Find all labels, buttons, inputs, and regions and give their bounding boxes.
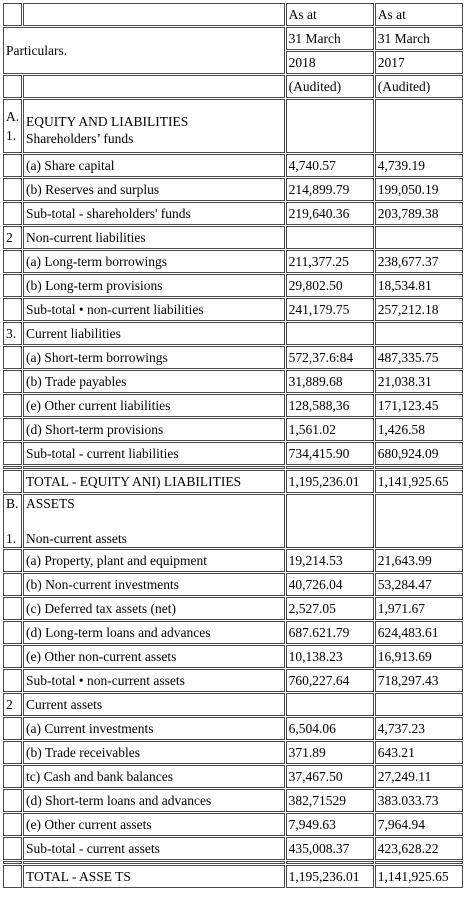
table-row (3, 394, 463, 417)
empty-cell (23, 466, 285, 469)
value-2018: 37,467.50 (286, 765, 374, 788)
table-row (3, 178, 463, 201)
empty-cell (3, 298, 22, 321)
empty-cell (286, 322, 374, 345)
section-b-marker (3, 494, 22, 548)
empty-cell (3, 861, 22, 864)
row-label: Sub-total - current liabilities (23, 442, 285, 465)
empty-cell (3, 346, 22, 369)
row-label: Sub-total - shareholders' funds (23, 202, 285, 225)
value-2018: 734,415.90 (286, 442, 374, 465)
empty-cell (3, 837, 22, 860)
subtotal-row (3, 442, 463, 465)
group-heading-row (3, 226, 463, 249)
balance-sheet-table (2, 2, 464, 889)
value-2017: 257,212.18 (375, 298, 463, 321)
group-number: 2 (3, 693, 22, 716)
value-2017: 18,534.81 (375, 274, 463, 297)
total-row (3, 865, 463, 888)
group-heading-row (3, 693, 463, 716)
value-2017: 1,426.58 (375, 418, 463, 441)
total-label: TOTAL - ASSE TS (23, 865, 285, 888)
value-2017: 624,483.61 (375, 621, 463, 644)
empty-cell (286, 494, 374, 548)
empty-cell (3, 470, 22, 493)
row-label: (a) Property, plant and equipment (23, 549, 285, 572)
table-row (3, 645, 463, 668)
value-2018: 382,71529 (286, 789, 374, 812)
value-2018: 29,802.50 (286, 274, 374, 297)
value-2018: 40,726.04 (286, 573, 374, 596)
section-a-heading (3, 99, 463, 153)
empty-cell (286, 693, 374, 716)
empty-cell (3, 621, 22, 644)
row-label: (a) Long-term borrowings (23, 250, 285, 273)
value-2017: 171,123.45 (375, 394, 463, 417)
empty-cell (3, 202, 22, 225)
table-row (3, 154, 463, 177)
empty-cell (3, 597, 22, 620)
empty-cell (3, 274, 22, 297)
value-2017: 4,737.23 (375, 717, 463, 740)
value-2017: 203,789.38 (375, 202, 463, 225)
value-2018: 7,949.63 (286, 813, 374, 836)
value-2017: 53,284.47 (375, 573, 463, 596)
header-2017-as-at: As at (375, 3, 463, 26)
empty-cell (3, 394, 22, 417)
value-2018: 31,889.68 (286, 370, 374, 393)
value-2017: 199,050.19 (375, 178, 463, 201)
value-2018: 6,504.06 (286, 717, 374, 740)
table-row (3, 765, 463, 788)
table-row (3, 717, 463, 740)
row-label: Sub-total • non-current liabilities (23, 298, 285, 321)
empty-cell (375, 693, 463, 716)
value-2018: 211,377.25 (286, 250, 374, 273)
group-number: 3. (3, 322, 22, 345)
section-a-letter: A. (6, 109, 20, 124)
empty-cell (3, 370, 22, 393)
value-2017: 423,628.22 (375, 837, 463, 860)
section-a-subtitle: Shareholders’ funds (26, 131, 134, 146)
value-2018: 241,179.75 (286, 298, 374, 321)
section-a-marker (3, 99, 22, 153)
header-row (3, 27, 463, 50)
empty-cell (3, 75, 22, 98)
group-heading-row (3, 322, 463, 345)
subtotal-row (3, 298, 463, 321)
row-label: (b) Reserves and surplus (23, 178, 285, 201)
section-a-number: 1. (6, 128, 17, 143)
value-2017: 21,643.99 (375, 549, 463, 572)
value-2018: 371.89 (286, 741, 374, 764)
value-2018: 10,138.23 (286, 645, 374, 668)
empty-cell (375, 226, 463, 249)
empty-cell (3, 765, 22, 788)
empty-cell (23, 75, 285, 98)
subtotal-row (3, 202, 463, 225)
value-2017: 21,038.31 (375, 370, 463, 393)
row-label: (a) Share capital (23, 154, 285, 177)
empty-cell (3, 549, 22, 572)
table-row (3, 346, 463, 369)
empty-cell (3, 178, 22, 201)
header-2018-as-at: As at (286, 3, 374, 26)
value-2017: 680,924.09 (375, 442, 463, 465)
header-2017-audited: (Audited) (375, 75, 463, 98)
value-2017: 718,297.43 (375, 669, 463, 692)
row-label: (e) Other non-current assets (23, 645, 285, 668)
empty-cell (375, 494, 463, 548)
value-2017: 16,913.69 (375, 645, 463, 668)
group-number: 2 (3, 226, 22, 249)
section-b-number: 1. (6, 531, 17, 546)
empty-cell (3, 789, 22, 812)
section-b-heading (3, 494, 463, 548)
empty-cell (3, 645, 22, 668)
table-row (3, 741, 463, 764)
row-label: tc) Cash and bank balances (23, 765, 285, 788)
empty-cell (3, 418, 22, 441)
table-row (3, 274, 463, 297)
header-2017-date: 31 March (375, 27, 463, 50)
header-row (3, 75, 463, 98)
section-b-letter: B. (6, 496, 19, 511)
empty-cell (3, 3, 22, 26)
empty-cell (3, 813, 22, 836)
empty-cell (3, 865, 22, 888)
empty-cell (3, 717, 22, 740)
table-row (3, 789, 463, 812)
section-b-title: ASSETS (26, 496, 75, 511)
value-2018: 572,37.6:84 (286, 346, 374, 369)
total-row (3, 470, 463, 493)
value-2017: 238,677.37 (375, 250, 463, 273)
header-row (3, 3, 463, 26)
value-2018: 19,214.53 (286, 549, 374, 572)
table-row (3, 813, 463, 836)
empty-cell (286, 99, 374, 153)
row-label: Sub-total • non-current assets (23, 669, 285, 692)
section-b-subtitle: Non-current assets (26, 531, 127, 546)
value-2017: 27,249.11 (375, 765, 463, 788)
section-a-title: EQUITY AND LIABILITIES (26, 114, 189, 129)
header-2018-audited: (Audited) (286, 75, 374, 98)
value-2018: 219,640.36 (286, 202, 374, 225)
value-2018: 435,008.37 (286, 837, 374, 860)
separator-row (3, 861, 463, 864)
table-row (3, 250, 463, 273)
row-label: (c) Deferred tax assets (net) (23, 597, 285, 620)
row-label: (e) Other current liabilities (23, 394, 285, 417)
table-row (3, 370, 463, 393)
value-2018: 760,227.64 (286, 669, 374, 692)
empty-cell (3, 466, 22, 469)
value-2017: 643.21 (375, 741, 463, 764)
subtotal-row (3, 669, 463, 692)
empty-cell (23, 861, 285, 864)
subtotal-row (3, 837, 463, 860)
table-row (3, 573, 463, 596)
row-label: (b) Trade receivables (23, 741, 285, 764)
empty-cell (375, 322, 463, 345)
total-label: TOTAL - EQUITY ANI) LIABILITIES (23, 470, 285, 493)
row-label: (a) Current investments (23, 717, 285, 740)
header-2017-year: 2017 (375, 51, 463, 74)
empty-cell (23, 3, 285, 26)
row-label: Sub-total - current assets (23, 837, 285, 860)
table-row (3, 597, 463, 620)
row-label: (b) Long-term provisions (23, 274, 285, 297)
table-row (3, 549, 463, 572)
empty-cell (3, 573, 22, 596)
value-2018: 4,740.57 (286, 154, 374, 177)
empty-cell (3, 741, 22, 764)
total-2018: 1,195,236.01 (286, 470, 374, 493)
empty-cell (286, 466, 374, 469)
row-label: (b) Trade payables (23, 370, 285, 393)
header-2018-date: 31 March (286, 27, 374, 50)
value-2017: 1,971.67 (375, 597, 463, 620)
empty-cell (3, 442, 22, 465)
value-2018: 1,561.02 (286, 418, 374, 441)
empty-cell (286, 861, 374, 864)
section-b-title-cell (23, 494, 285, 548)
row-label: (d) Long-term loans and advances (23, 621, 285, 644)
value-2017: 4,739.19 (375, 154, 463, 177)
value-2018: 2,527.05 (286, 597, 374, 620)
group-title: Current liabilities (23, 322, 285, 345)
separator-row (3, 466, 463, 469)
value-2017: 383.033.73 (375, 789, 463, 812)
empty-cell (3, 154, 22, 177)
group-title: Non-current liabilities (23, 226, 285, 249)
total-2017: 1,141,925.65 (375, 865, 463, 888)
empty-cell (375, 466, 463, 469)
row-label: (e) Other current assets (23, 813, 285, 836)
value-2018: 687.621.79 (286, 621, 374, 644)
empty-cell (3, 669, 22, 692)
table-row (3, 418, 463, 441)
value-2017: 487,335.75 (375, 346, 463, 369)
table-row (3, 621, 463, 644)
empty-cell (3, 250, 22, 273)
total-2018: 1,195,236.01 (286, 865, 374, 888)
header-2018-year: 2018 (286, 51, 374, 74)
value-2018: 214,899.79 (286, 178, 374, 201)
section-a-title-cell (23, 99, 285, 153)
empty-cell (286, 226, 374, 249)
row-label: (d) Short-term loans and advances (23, 789, 285, 812)
row-label: (d) Short-term provisions (23, 418, 285, 441)
empty-cell (375, 99, 463, 153)
value-2018: 128,588,36 (286, 394, 374, 417)
value-2017: 7,964.94 (375, 813, 463, 836)
header-particulars: Particulars. (3, 27, 285, 74)
group-title: Current assets (23, 693, 285, 716)
row-label: (b) Non-current investments (23, 573, 285, 596)
row-label: (a) Short-term borrowings (23, 346, 285, 369)
total-2017: 1,141,925.65 (375, 470, 463, 493)
empty-cell (375, 861, 463, 864)
